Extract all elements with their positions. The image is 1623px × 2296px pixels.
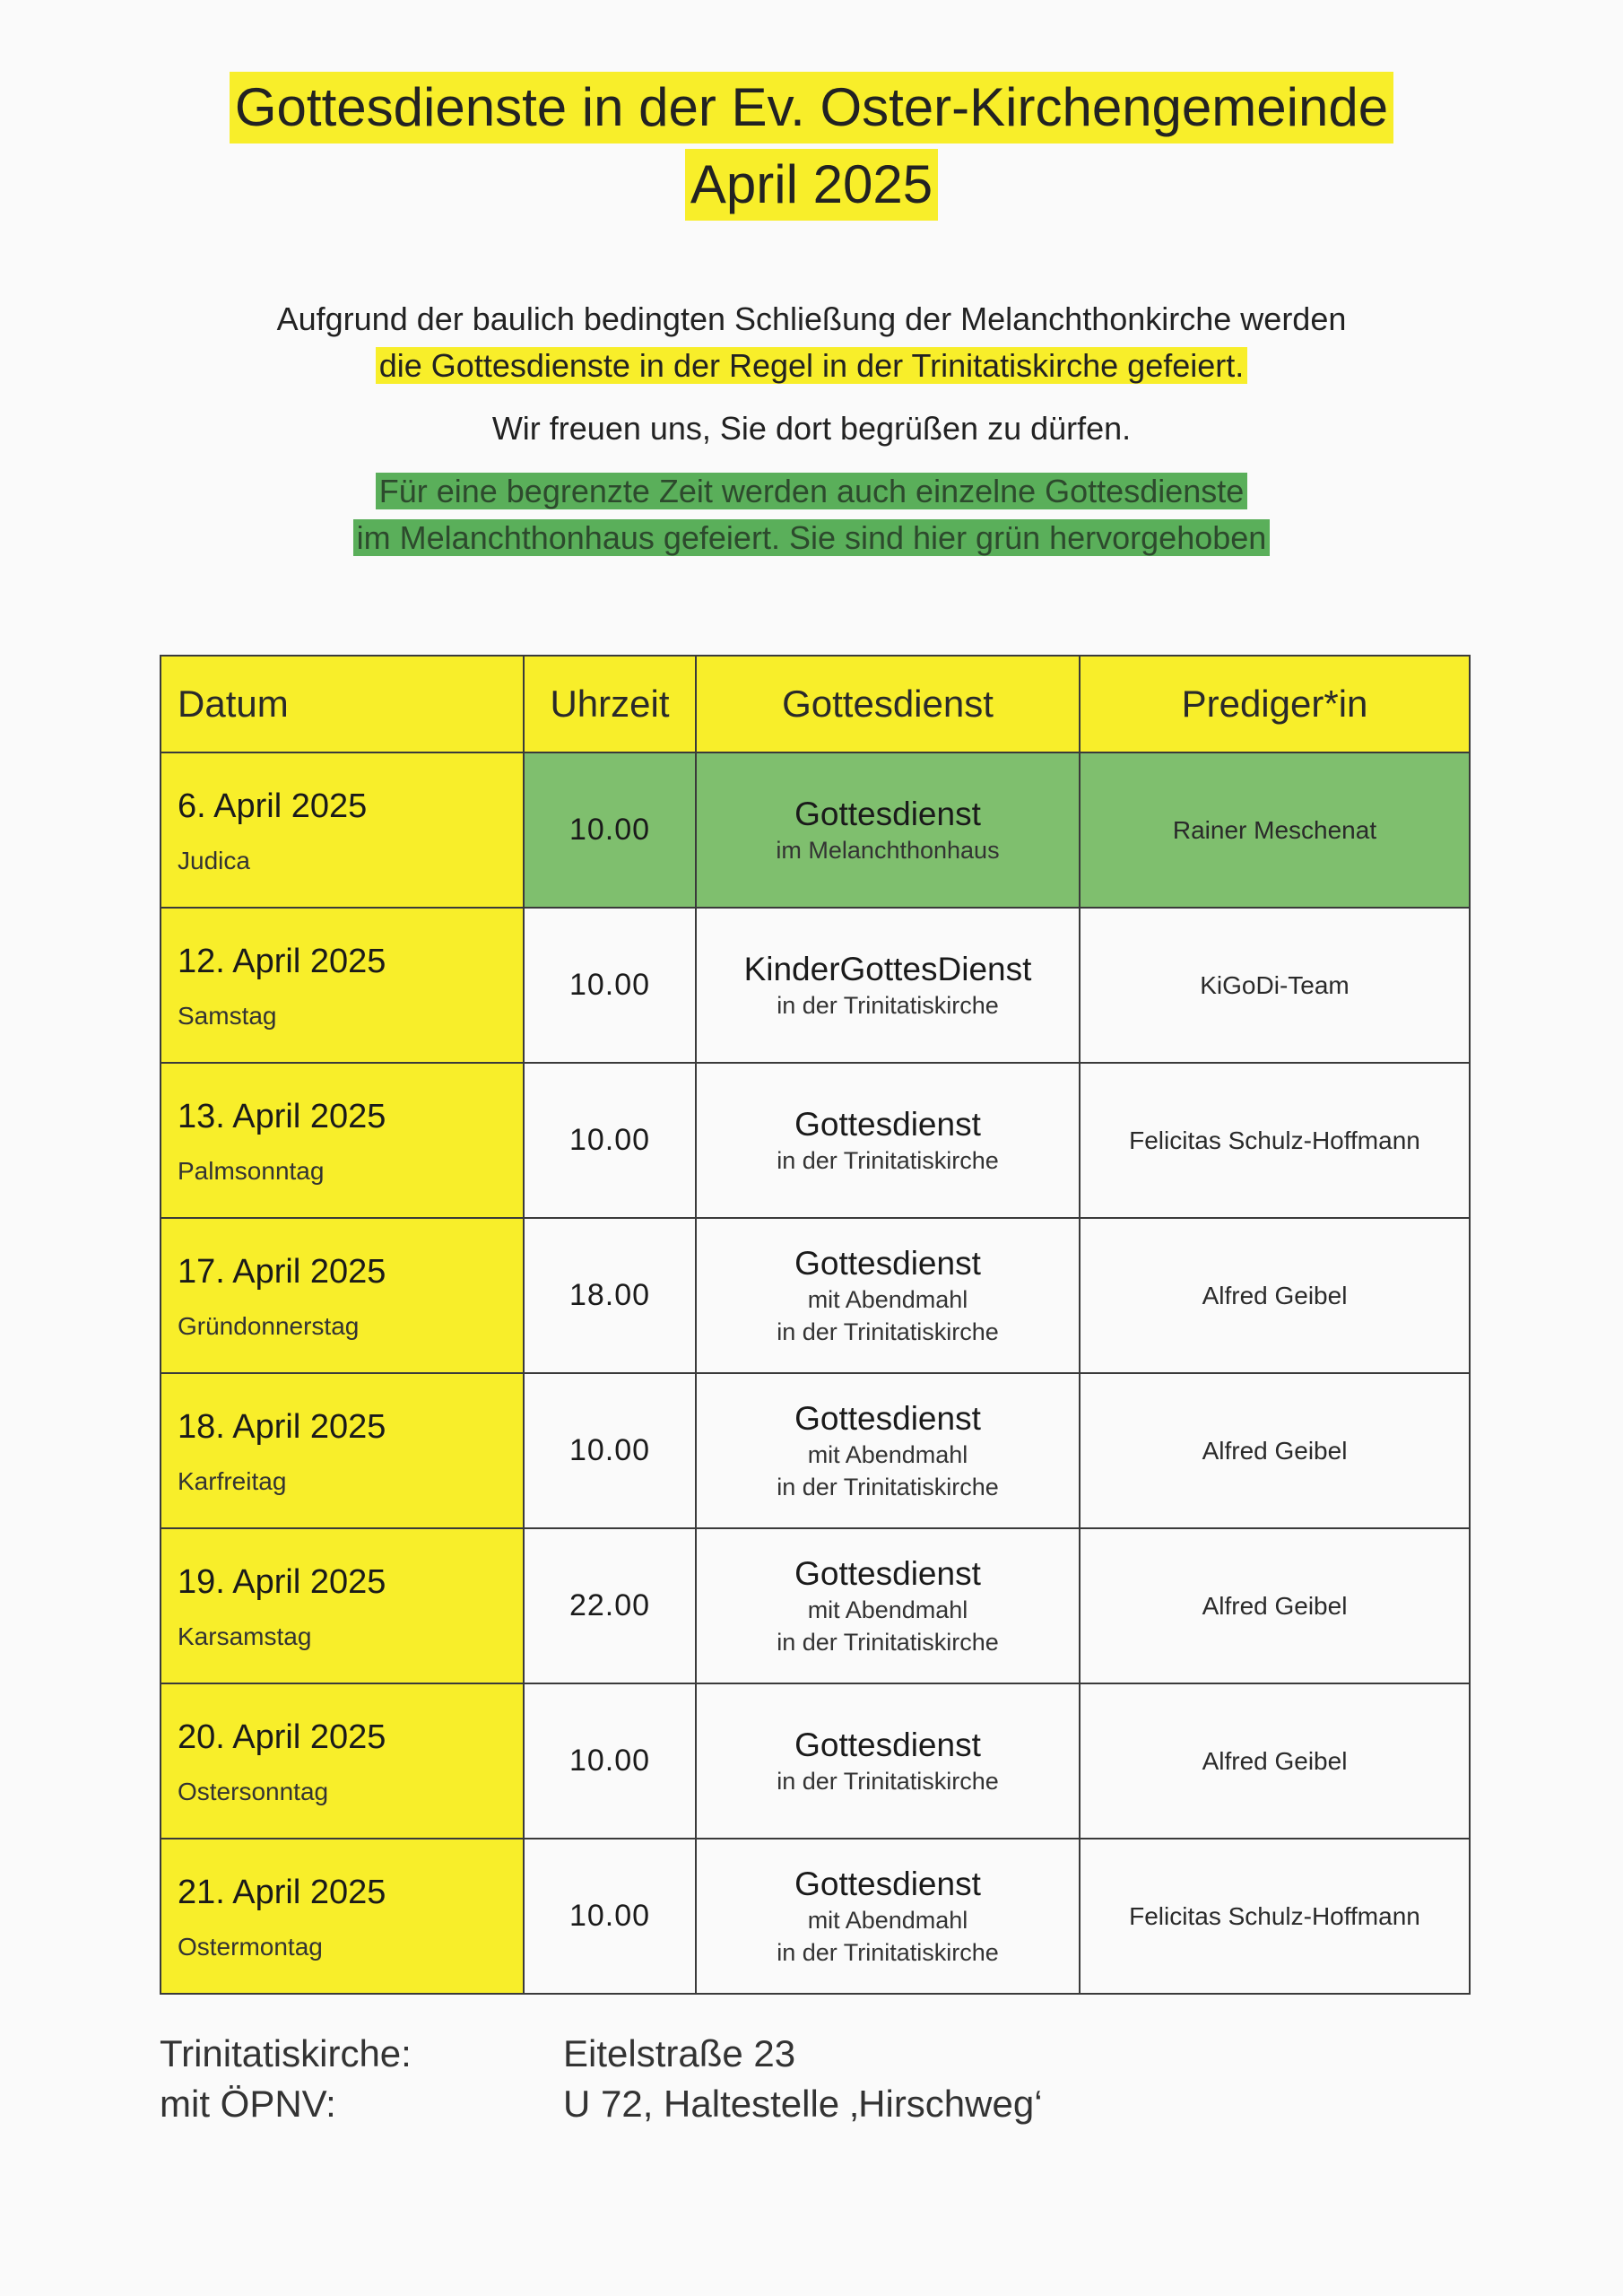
service-cell xyxy=(696,908,1080,1063)
service-title: KinderGottesDienst xyxy=(743,950,1032,987)
time-cell: 10.00 xyxy=(524,1063,696,1218)
service-cell xyxy=(696,752,1080,908)
service-cell xyxy=(696,1528,1080,1683)
time-cell: 10.00 xyxy=(524,1839,696,1994)
table-row xyxy=(161,1528,1470,1683)
service-detail: in der Trinitatiskirche xyxy=(777,1318,999,1345)
service-detail: in der Trinitatiskirche xyxy=(777,1628,999,1656)
liturgical-day: Gründonnerstag xyxy=(178,1311,360,1340)
preacher-cell: Alfred Geibel xyxy=(1080,1528,1470,1683)
date-cell xyxy=(161,1683,524,1839)
time-cell: 18.00 xyxy=(524,1218,696,1373)
service-detail: in der Trinitatiskirche xyxy=(777,1473,999,1500)
liturgical-day: Samstag xyxy=(178,1001,277,1030)
header-gottesdienst: Gottesdienst xyxy=(696,656,1080,752)
preacher-cell: Alfred Geibel xyxy=(1080,1373,1470,1528)
service-detail: in der Trinitatiskirche xyxy=(777,1767,999,1795)
page-title xyxy=(0,72,1623,221)
date-cell xyxy=(161,1373,524,1528)
service-detail: im Melanchthonhaus xyxy=(776,836,1000,864)
date-text: 21. April 2025 xyxy=(178,1873,386,1911)
service-title: Gottesdienst xyxy=(794,1399,981,1437)
time-cell: 22.00 xyxy=(524,1528,696,1683)
liturgical-day: Judica xyxy=(178,846,250,874)
date-text: 13. April 2025 xyxy=(178,1097,386,1135)
liturgical-day: Karsamstag xyxy=(178,1622,312,1650)
service-title: Gottesdienst xyxy=(794,1554,981,1592)
date-cell xyxy=(161,1063,524,1218)
table-row xyxy=(161,908,1470,1063)
service-detail: mit Abendmahl xyxy=(807,1285,968,1313)
date-text: 17. April 2025 xyxy=(178,1252,386,1291)
service-title: Gottesdienst xyxy=(794,795,981,832)
preacher-cell: Rainer Meschenat xyxy=(1080,752,1470,908)
transit-label: mit ÖPNV: xyxy=(160,2083,336,2125)
service-cell xyxy=(696,1373,1080,1528)
preacher-cell: Felicitas Schulz-Hoffmann xyxy=(1080,1839,1470,1994)
header-prediger: Prediger*in xyxy=(1080,656,1470,752)
service-cell xyxy=(696,1683,1080,1839)
church-label: Trinitatiskirche: xyxy=(160,2032,412,2074)
intro-green-line-1: Für eine begrenzte Zeit werden auch einzelne Gottesdienste xyxy=(376,473,1248,509)
church-address: Eitelstraße 23 xyxy=(563,2032,796,2074)
transit-info: U 72, Haltestelle ‚Hirschweg‘ xyxy=(563,2083,1043,2125)
date-cell xyxy=(161,1839,524,1994)
time-cell: 10.00 xyxy=(524,1373,696,1528)
intro-green-line-2: im Melanchthonhaus gefeiert. Sie sind hier grün hervorgehoben xyxy=(353,519,1271,556)
service-detail: mit Abendmahl xyxy=(807,1906,968,1934)
preacher-cell: Felicitas Schulz-Hoffmann xyxy=(1080,1063,1470,1218)
service-title: Gottesdienst xyxy=(794,1726,981,1763)
title-line-2: April 2025 xyxy=(685,149,938,221)
liturgical-day: Ostersonntag xyxy=(178,1777,329,1805)
liturgical-day: Ostermontag xyxy=(178,1932,323,1961)
service-cell xyxy=(696,1218,1080,1373)
date-cell xyxy=(161,1528,524,1683)
title-line-1: Gottesdienste in der Ev. Oster-Kirchengemeinde xyxy=(230,72,1393,144)
table-header-row xyxy=(161,656,1470,752)
date-cell xyxy=(161,908,524,1063)
service-detail: mit Abendmahl xyxy=(807,1596,968,1623)
service-title: Gottesdienst xyxy=(794,1244,981,1282)
service-detail: mit Abendmahl xyxy=(807,1440,968,1468)
date-text: 6. April 2025 xyxy=(178,787,368,825)
service-title: Gottesdienst xyxy=(794,1105,981,1143)
date-text: 19. April 2025 xyxy=(178,1562,386,1601)
table-row xyxy=(161,1683,1470,1839)
header-uhrzeit: Uhrzeit xyxy=(524,656,696,752)
time-cell: 10.00 xyxy=(524,752,696,908)
table-row xyxy=(161,752,1470,908)
date-text: 18. April 2025 xyxy=(178,1407,386,1446)
intro-text xyxy=(0,296,1623,561)
table-row xyxy=(161,1218,1470,1373)
service-detail: in der Trinitatiskirche xyxy=(777,1938,999,1966)
preacher-cell: Alfred Geibel xyxy=(1080,1683,1470,1839)
preacher-cell: KiGoDi-Team xyxy=(1080,908,1470,1063)
date-text: 12. April 2025 xyxy=(178,942,386,980)
intro-line-3: Wir freuen uns, Sie dort begrüßen zu dürfen. xyxy=(491,410,1132,447)
liturgical-day: Palmsonntag xyxy=(178,1156,325,1185)
table-row xyxy=(161,1063,1470,1218)
time-cell: 10.00 xyxy=(524,1683,696,1839)
time-cell: 10.00 xyxy=(524,908,696,1063)
preacher-cell: Alfred Geibel xyxy=(1080,1218,1470,1373)
table-row xyxy=(161,1373,1470,1528)
header-datum: Datum xyxy=(161,656,524,752)
intro-line-1: Aufgrund der baulich bedingten Schließung der Melanchthonkirche werden xyxy=(276,300,1347,337)
intro-line-2-highlighted: die Gottesdienste in der Regel in der Trinitatiskirche gefeiert. xyxy=(376,347,1248,384)
liturgical-day: Karfreitag xyxy=(178,1466,287,1495)
date-text: 20. April 2025 xyxy=(178,1718,386,1756)
date-cell xyxy=(161,1218,524,1373)
service-detail: in der Trinitatiskirche xyxy=(777,1146,999,1174)
service-schedule-table xyxy=(160,655,1471,1995)
table-row xyxy=(161,1839,1470,1994)
service-detail: in der Trinitatiskirche xyxy=(777,991,999,1019)
service-cell xyxy=(696,1839,1080,1994)
date-cell xyxy=(161,752,524,908)
location-info xyxy=(160,2029,1043,2129)
service-title: Gottesdienst xyxy=(794,1865,981,1902)
service-cell xyxy=(696,1063,1080,1218)
